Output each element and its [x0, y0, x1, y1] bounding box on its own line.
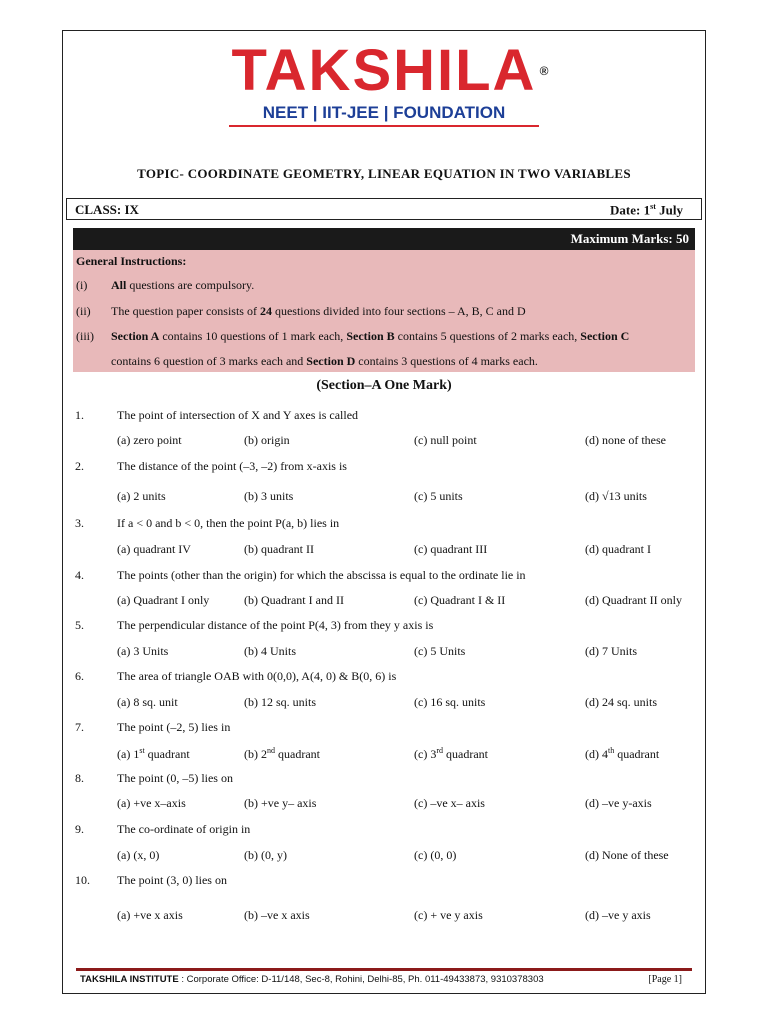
logo-wordmark: TAKSHILA [231, 38, 537, 103]
question-number: 6. [75, 669, 84, 683]
question-text: The area of triangle OAB with 0(0,0), A(4, 0) & B(0, 6) is [117, 669, 397, 683]
option-b: (b) (0, y) [244, 848, 287, 862]
question-number: 2. [75, 459, 84, 473]
option-d: (d) none of these [585, 433, 666, 447]
max-marks: Maximum Marks: 50 [570, 231, 689, 246]
section-title: (Section–A One Mark) [316, 378, 452, 393]
question-text: The points (other than the origin) for which the abscissa is equal to the ordinate lie in [117, 568, 526, 582]
class-date-bar [66, 198, 702, 220]
option-d: (d) Quadrant II only [585, 593, 682, 607]
option-d: (d) –ve y-axis [585, 796, 652, 810]
question-text: The point (0, –5) lies on [117, 771, 233, 785]
option-b: (b) Quadrant I and II [244, 593, 344, 607]
option-a: (a) +ve x axis [117, 908, 183, 922]
option-b: (b) +ve y– axis [244, 796, 317, 810]
question-number: 8. [75, 771, 84, 785]
question-number: 7. [75, 720, 84, 734]
class-label: CLASS: IX [75, 202, 139, 217]
question-text: The distance of the point (–3, –2) from x-axis is [117, 459, 347, 473]
option-c: (c) quadrant III [414, 542, 488, 556]
option-b: (b) 3 units [244, 489, 294, 503]
option-a: (a) 8 sq. unit [117, 695, 178, 709]
question-text: The co-ordinate of origin in [117, 822, 251, 836]
option-d: (d) quadrant I [585, 542, 651, 556]
max-marks-bar [73, 228, 695, 250]
topic-heading: TOPIC- COORDINATE GEOMETRY, LINEAR EQUATION IN TWO VARIABLES [137, 166, 631, 181]
option-c: (c) Quadrant I & II [414, 593, 506, 607]
question-number: 1. [75, 408, 84, 422]
question-text: The point (3, 0) lies on [117, 873, 227, 887]
question-text: The point (–2, 5) lies in [117, 720, 231, 734]
option-c: (c) 5 Units [414, 644, 466, 658]
question-text: The perpendicular distance of the point P(4, 3) from they y axis is [117, 618, 434, 632]
question-number: 9. [75, 822, 84, 836]
registered-mark: ® [539, 64, 549, 78]
option-a: (a) Quadrant I only [117, 593, 210, 607]
option-b: (b) quadrant II [244, 542, 314, 556]
question-number: 4. [75, 568, 84, 582]
option-c: (c) null point [414, 433, 477, 447]
option-c: (c) 3rd quadrant [414, 746, 488, 761]
option-a: (a) 2 units [117, 489, 166, 503]
option-d: (d) 4th quadrant [585, 746, 660, 761]
option-d: (d) 7 Units [585, 644, 637, 658]
option-d: (d) 24 sq. units [585, 695, 657, 709]
option-b: (b) 12 sq. units [244, 695, 316, 709]
option-b: (b) –ve x axis [244, 908, 310, 922]
general-instructions: General Instructions: (i) All questions are compulsory. (ii) The question paper consists of 24 questions divided into four sections – A, B, C and D (iii) Section A contains 10 questions of 1 mark each, Section B contains 5 questions of 2 marks each, Section C contains 6 question of 3 marks each and Section D contains 3 questions of 4 marks each. [73, 250, 695, 372]
option-d: (d) √13 units [585, 489, 647, 503]
footer-address: TAKSHILA INSTITUTE : Corporate Office: D-11/148, Sec-8, Rohini, Delhi-85, Ph. 011-49433873, 9310378303 [80, 974, 544, 985]
option-a: (a) (x, 0) [117, 848, 160, 862]
date-label: Date: 1st July [610, 202, 683, 218]
option-c: (c) + ve y axis [414, 908, 483, 922]
question-text: If a < 0 and b < 0, then the point P(a, b) lies in [117, 516, 340, 530]
option-a: (a) zero point [117, 433, 182, 447]
option-a: (a) 1st quadrant [117, 746, 190, 761]
option-d: (d) –ve y axis [585, 908, 651, 922]
logo-underline [229, 125, 539, 127]
logo-tagline: NEET | IIT-JEE | FOUNDATION [262, 103, 506, 122]
option-c: (c) (0, 0) [414, 848, 457, 862]
option-d: (d) None of these [585, 848, 669, 862]
page-footer [76, 968, 692, 987]
option-b: (b) 2nd quadrant [244, 746, 320, 761]
takshila-logo [0, 40, 768, 127]
option-a: (a) 3 Units [117, 644, 169, 658]
option-a: (a) +ve x–axis [117, 796, 186, 810]
option-a: (a) quadrant IV [117, 542, 191, 556]
instructions-heading: General Instructions: [76, 254, 187, 268]
option-c: (c) 5 units [414, 489, 463, 503]
option-c: (c) –ve x– axis [414, 796, 485, 810]
question-number: 10. [75, 873, 90, 887]
option-b: (b) origin [244, 433, 290, 447]
question-text: The point of intersection of X and Y axes is called [117, 408, 359, 422]
option-b: (b) 4 Units [244, 644, 296, 658]
page-number: [Page 1] [648, 974, 682, 985]
option-c: (c) 16 sq. units [414, 695, 486, 709]
question-number: 5. [75, 618, 84, 632]
question-number: 3. [75, 516, 84, 530]
